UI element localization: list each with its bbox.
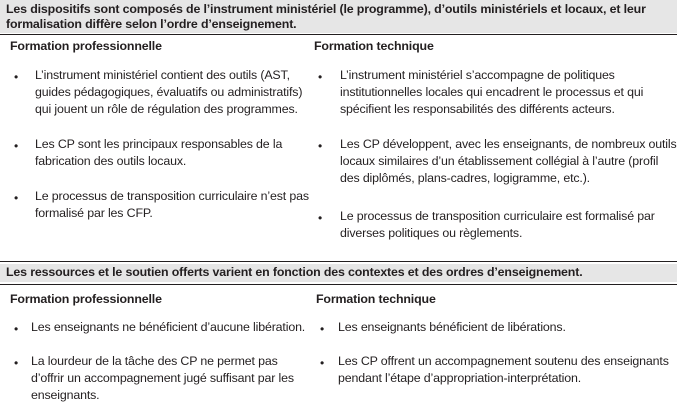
bullet: • bbox=[320, 322, 325, 336]
list-item: Le processus de transposition curriculaire n’est pas formalisé par les CFP. bbox=[35, 189, 309, 220]
section1-title-line1: Les dispositifs sont composés de l’instrument ministériel (le programme), d’outils ministériels et locaux, et leur bbox=[6, 2, 646, 16]
section2-top-rule bbox=[0, 261, 677, 262]
section1-rule bbox=[0, 34, 677, 35]
bullet: • bbox=[318, 139, 323, 153]
section1-title bbox=[0, 0, 677, 33]
list-item: Le processus de transposition curriculaire est formalisé par diverses politiques ou règlements. bbox=[340, 209, 655, 240]
bullet: • bbox=[14, 322, 19, 336]
bullet: • bbox=[14, 70, 19, 84]
bullet: • bbox=[14, 191, 19, 205]
section2-rule bbox=[0, 284, 677, 285]
bullet: • bbox=[318, 70, 323, 84]
list-item: Les CP sont les principaux responsables de la fabrication des outils locaux. bbox=[35, 137, 283, 168]
section2-title: Les ressources et le soutien offerts varient en fonction des contextes et des ordres d’enseignement. bbox=[0, 264, 677, 282]
bullet: • bbox=[318, 211, 323, 225]
bullet: • bbox=[14, 356, 19, 370]
list-item: L’instrument ministériel s’accompagne de politiques institutionnelles locales qui encadrent le processus et qui spécifient les responsabilités des différents acteurs. bbox=[340, 68, 644, 116]
list-item: Les CP développent, avec les enseignants, de nombreux outils locaux similaires d’un établissement collégial à l’autre (profil des diplômés, plans-cadres, logigramme, etc.). bbox=[340, 137, 677, 185]
bullet: • bbox=[320, 356, 325, 370]
list-item: Les CP offrent un accompagnement soutenu des enseignants pendant l’étape d’appropriation-interprétation. bbox=[338, 354, 669, 385]
list-item: La lourdeur de la tâche des CP ne permet pas d’offrir un accompagnement jugé suffisant par les enseignants. bbox=[31, 354, 294, 402]
list-item: Les enseignants bénéficient de libérations. bbox=[338, 320, 566, 334]
list-item: Les enseignants ne bénéficient d’aucune libération. bbox=[31, 320, 306, 334]
section1-title-line2: formalisation diffère selon l’ordre d’enseignement. bbox=[6, 17, 297, 31]
section1-left-heading: Formation professionnelle bbox=[10, 39, 162, 53]
list-item: L’instrument ministériel contient des outils (AST, guides pédagogiques, évaluatifs ou administratifs) qui jouent un rôle de régulation des programmes. bbox=[35, 68, 303, 116]
section1-right-heading: Formation technique bbox=[314, 39, 434, 53]
section2-left-heading: Formation professionnelle bbox=[10, 292, 162, 306]
bullet: • bbox=[14, 139, 19, 153]
section2-right-heading: Formation technique bbox=[316, 292, 436, 306]
